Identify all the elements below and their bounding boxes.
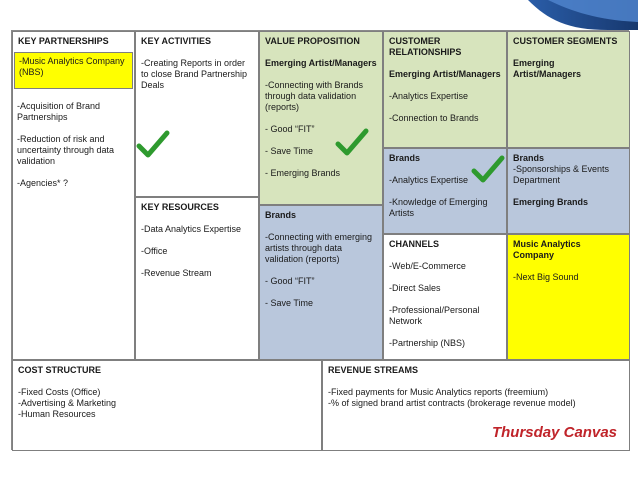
- cost-structure-block: [12, 360, 322, 451]
- list-item: -Acquisition of Brand Partnerships: [17, 101, 101, 122]
- corner-swoosh-decoration: [488, 0, 638, 30]
- business-model-canvas: [11, 30, 629, 450]
- segment-label: Emerging Artist/Managers: [265, 58, 377, 68]
- checkmark-icon: [335, 126, 369, 160]
- slide-header-band: [0, 0, 638, 30]
- music-analytics-segment-block: [507, 234, 630, 360]
- list-item: -Fixed payments for Music Analytics reports (freemium): [328, 387, 549, 397]
- customer-segments-block: [507, 31, 630, 148]
- list-item: -Partnership (NBS): [389, 338, 466, 348]
- list-item: -Revenue Stream: [141, 268, 212, 278]
- value-proposition-block: [259, 31, 383, 205]
- key-partnerships-title: KEY PARTNERSHIPS: [18, 36, 109, 46]
- list-item: - Save Time: [265, 298, 314, 308]
- brands-label: Brands: [513, 153, 545, 163]
- key-activities-block: [135, 31, 259, 197]
- list-item: -Sponsorships & Events Department: [513, 164, 610, 185]
- list-item: -Next Big Sound: [513, 272, 579, 282]
- segment-label: Emerging Artist/Managers: [389, 69, 501, 79]
- music-analytics-title: Music Analytics Company: [513, 239, 581, 260]
- list-item: -Office: [141, 246, 168, 256]
- list-item: -Advertising & Marketing: [18, 398, 117, 408]
- segment-label: Emerging Artist/Managers: [513, 58, 582, 79]
- list-item: -Analytics Expertise: [389, 91, 469, 101]
- channels-title: CHANNELS: [389, 239, 440, 249]
- canvas-footer-title: Thursday Canvas: [491, 424, 617, 441]
- brands-label: Brands: [389, 153, 421, 163]
- list-item: - Emerging Brands: [265, 168, 341, 178]
- list-item: -Professional/Personal Network: [389, 305, 480, 326]
- customer-relationships-title: CUSTOMER RELATIONSHIPS: [389, 36, 462, 57]
- customer-segments-title: CUSTOMER SEGMENTS: [513, 36, 618, 46]
- list-item: - Save Time: [265, 146, 314, 156]
- list-item: -Fixed Costs (Office): [18, 387, 101, 397]
- list-item: -Creating Reports in order to close Brand Partnership Deals: [141, 58, 248, 90]
- list-item: -Reduction of risk and uncertainty through data validation: [17, 134, 115, 166]
- list-item: - Good “FIT”: [265, 276, 315, 286]
- channels-block: [383, 234, 507, 360]
- checkmark-icon: [136, 128, 170, 162]
- partner-highlight-text: -Music Analytics Company (NBS): [19, 56, 125, 77]
- list-item: -Knowledge of Emerging Artists: [389, 197, 488, 218]
- list-item: - Good “FIT”: [265, 124, 315, 134]
- customer-relationships-block: [383, 31, 507, 148]
- revenue-streams-block: [322, 360, 630, 451]
- key-activities-title: KEY ACTIVITIES: [141, 36, 212, 46]
- list-item: -Connecting with emerging artists through data validation (reports): [265, 232, 373, 264]
- revenue-streams-title: REVENUE STREAMS: [328, 365, 419, 375]
- checkmark-icon: [471, 153, 505, 187]
- list-item: -Agencies* ?: [17, 178, 69, 188]
- value-proposition-title: VALUE PROPOSITION: [265, 36, 360, 46]
- list-item: -Connecting with Brands through data validation (reports): [265, 80, 364, 112]
- list-item: -Analytics Expertise: [389, 175, 469, 185]
- key-partnerships-list: [12, 97, 135, 217]
- list-item: -Direct Sales: [389, 283, 441, 293]
- list-item: -Human Resources: [18, 409, 96, 419]
- key-resources-block: [135, 197, 259, 360]
- emerging-brands-label: Emerging Brands: [513, 197, 589, 207]
- music-analytics-partner-box: [14, 52, 133, 89]
- brands-label: Brands: [265, 210, 297, 220]
- customer-segments-brands-block: [507, 148, 630, 234]
- cost-structure-title: COST STRUCTURE: [18, 365, 101, 375]
- list-item: -Data Analytics Expertise: [141, 224, 242, 234]
- value-proposition-brands-block: [259, 205, 383, 360]
- key-resources-title: KEY RESOURCES: [141, 202, 219, 212]
- list-item: -Connection to Brands: [389, 113, 479, 123]
- list-item: -% of signed brand artist contracts (brokerage revenue model): [328, 398, 576, 408]
- list-item: -Web/E-Commerce: [389, 261, 466, 271]
